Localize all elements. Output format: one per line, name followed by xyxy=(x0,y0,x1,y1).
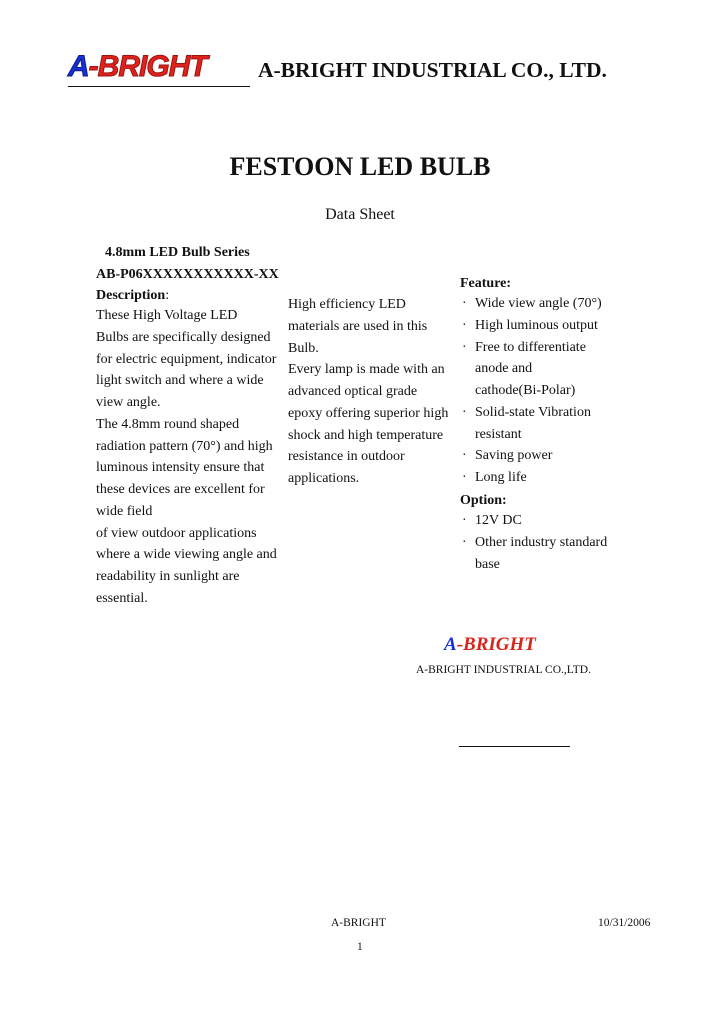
document-subtitle: Data Sheet xyxy=(325,206,395,223)
logo-letter-a: A xyxy=(68,50,89,83)
option-list xyxy=(462,510,607,575)
text-line: wide field xyxy=(96,503,153,519)
list-item xyxy=(462,510,607,532)
list-item xyxy=(462,380,602,402)
list-item-text: Wide view angle (70°) xyxy=(475,296,602,311)
text-line: readability in sunlight are xyxy=(96,569,240,584)
logo-underline xyxy=(68,86,250,87)
feature-heading: Feature: xyxy=(460,276,512,291)
bullet-marker: · xyxy=(462,296,467,311)
text-line: shock and high temperature xyxy=(288,427,444,443)
feature-list xyxy=(462,293,602,489)
list-item xyxy=(462,315,602,337)
list-item-text: High luminous output xyxy=(475,317,598,333)
text-line: High efficiency LED xyxy=(288,297,406,312)
series-name: 4.8mm LED Bulb Series xyxy=(105,245,250,260)
text-line: where a wide viewing angle and xyxy=(96,547,277,563)
list-item xyxy=(462,424,602,446)
list-item xyxy=(462,337,602,359)
signature-line xyxy=(459,746,570,747)
list-item-text: anode and xyxy=(475,361,533,377)
list-item xyxy=(462,554,607,576)
text-line: essential. xyxy=(96,590,148,606)
description-heading xyxy=(96,287,169,305)
list-item xyxy=(462,445,602,467)
list-item-text: base xyxy=(475,556,500,572)
text-line: Bulb. xyxy=(288,340,319,356)
list-item-text: Saving power xyxy=(475,448,553,464)
description-column-2 xyxy=(288,294,448,490)
text-line: light switch and where a wide xyxy=(96,373,264,389)
stamp-company-name: A-BRIGHT INDUSTRIAL CO.,LTD. xyxy=(416,664,591,676)
stamp-logo-text-rest: -BRIGHT xyxy=(456,634,536,655)
bullet-marker: · xyxy=(462,534,467,550)
bullet-marker: · xyxy=(462,339,467,355)
list-item-text: cathode(Bi-Polar) xyxy=(475,383,576,398)
list-item-text: Long life xyxy=(475,470,527,485)
company-logo xyxy=(68,50,207,84)
list-item-text: Other industry standard xyxy=(475,534,608,550)
footer-date: 10/31/2006 xyxy=(598,917,651,929)
text-line: for electric equipment, indicator xyxy=(96,351,277,367)
text-line: These High Voltage LED xyxy=(96,308,238,323)
part-number: AB-P06XXXXXXXXXXX-XX xyxy=(96,267,279,282)
stamp-logo-letter-a: A xyxy=(444,634,457,655)
list-item xyxy=(462,358,602,380)
text-line: Every lamp is made with an xyxy=(288,362,445,378)
text-line: materials are used in this xyxy=(288,318,428,334)
text-line: advanced optical grade xyxy=(288,384,418,399)
list-item xyxy=(462,467,602,489)
document-title: FESTOON LED BULB xyxy=(229,152,491,181)
list-item xyxy=(462,293,602,315)
text-line: epoxy offering superior high xyxy=(288,405,449,421)
description-column-1 xyxy=(96,305,277,610)
stamp-logo xyxy=(444,633,536,657)
list-item xyxy=(462,402,602,424)
bullet-marker: · xyxy=(462,448,467,464)
list-item-text: resistant xyxy=(475,426,522,442)
text-line: these devices are excellent for xyxy=(96,482,265,497)
bullet-marker: · xyxy=(462,317,467,333)
list-item-text: Solid-state Vibration xyxy=(475,404,591,420)
text-line: resistance in outdoor xyxy=(288,449,405,465)
description-heading-colon: : xyxy=(165,288,170,303)
text-line: of view outdoor applications xyxy=(96,525,257,541)
option-heading: Option: xyxy=(460,493,507,508)
bullet-marker: · xyxy=(462,404,467,420)
list-item-text: Free to differentiate xyxy=(475,339,586,355)
text-line: view angle. xyxy=(96,395,161,410)
list-item xyxy=(462,532,607,554)
description-heading-label: Description xyxy=(96,288,166,303)
bullet-marker: · xyxy=(462,513,467,528)
footer-brand: A-BRIGHT xyxy=(331,917,386,929)
company-name: A-BRIGHT INDUSTRIAL CO., LTD. xyxy=(258,58,607,82)
page-number: 1 xyxy=(357,941,363,953)
list-item-text: 12V DC xyxy=(475,513,522,528)
text-line: Bulbs are specifically designed xyxy=(96,329,271,345)
text-line: luminous intensity ensure that xyxy=(96,460,265,476)
logo-text-rest: -BRIGHT xyxy=(88,50,207,83)
text-line: radiation pattern (70°) and high xyxy=(96,438,273,454)
bullet-marker: · xyxy=(462,470,467,485)
text-line: applications. xyxy=(288,471,360,486)
text-line: The 4.8mm round shaped xyxy=(96,416,240,432)
